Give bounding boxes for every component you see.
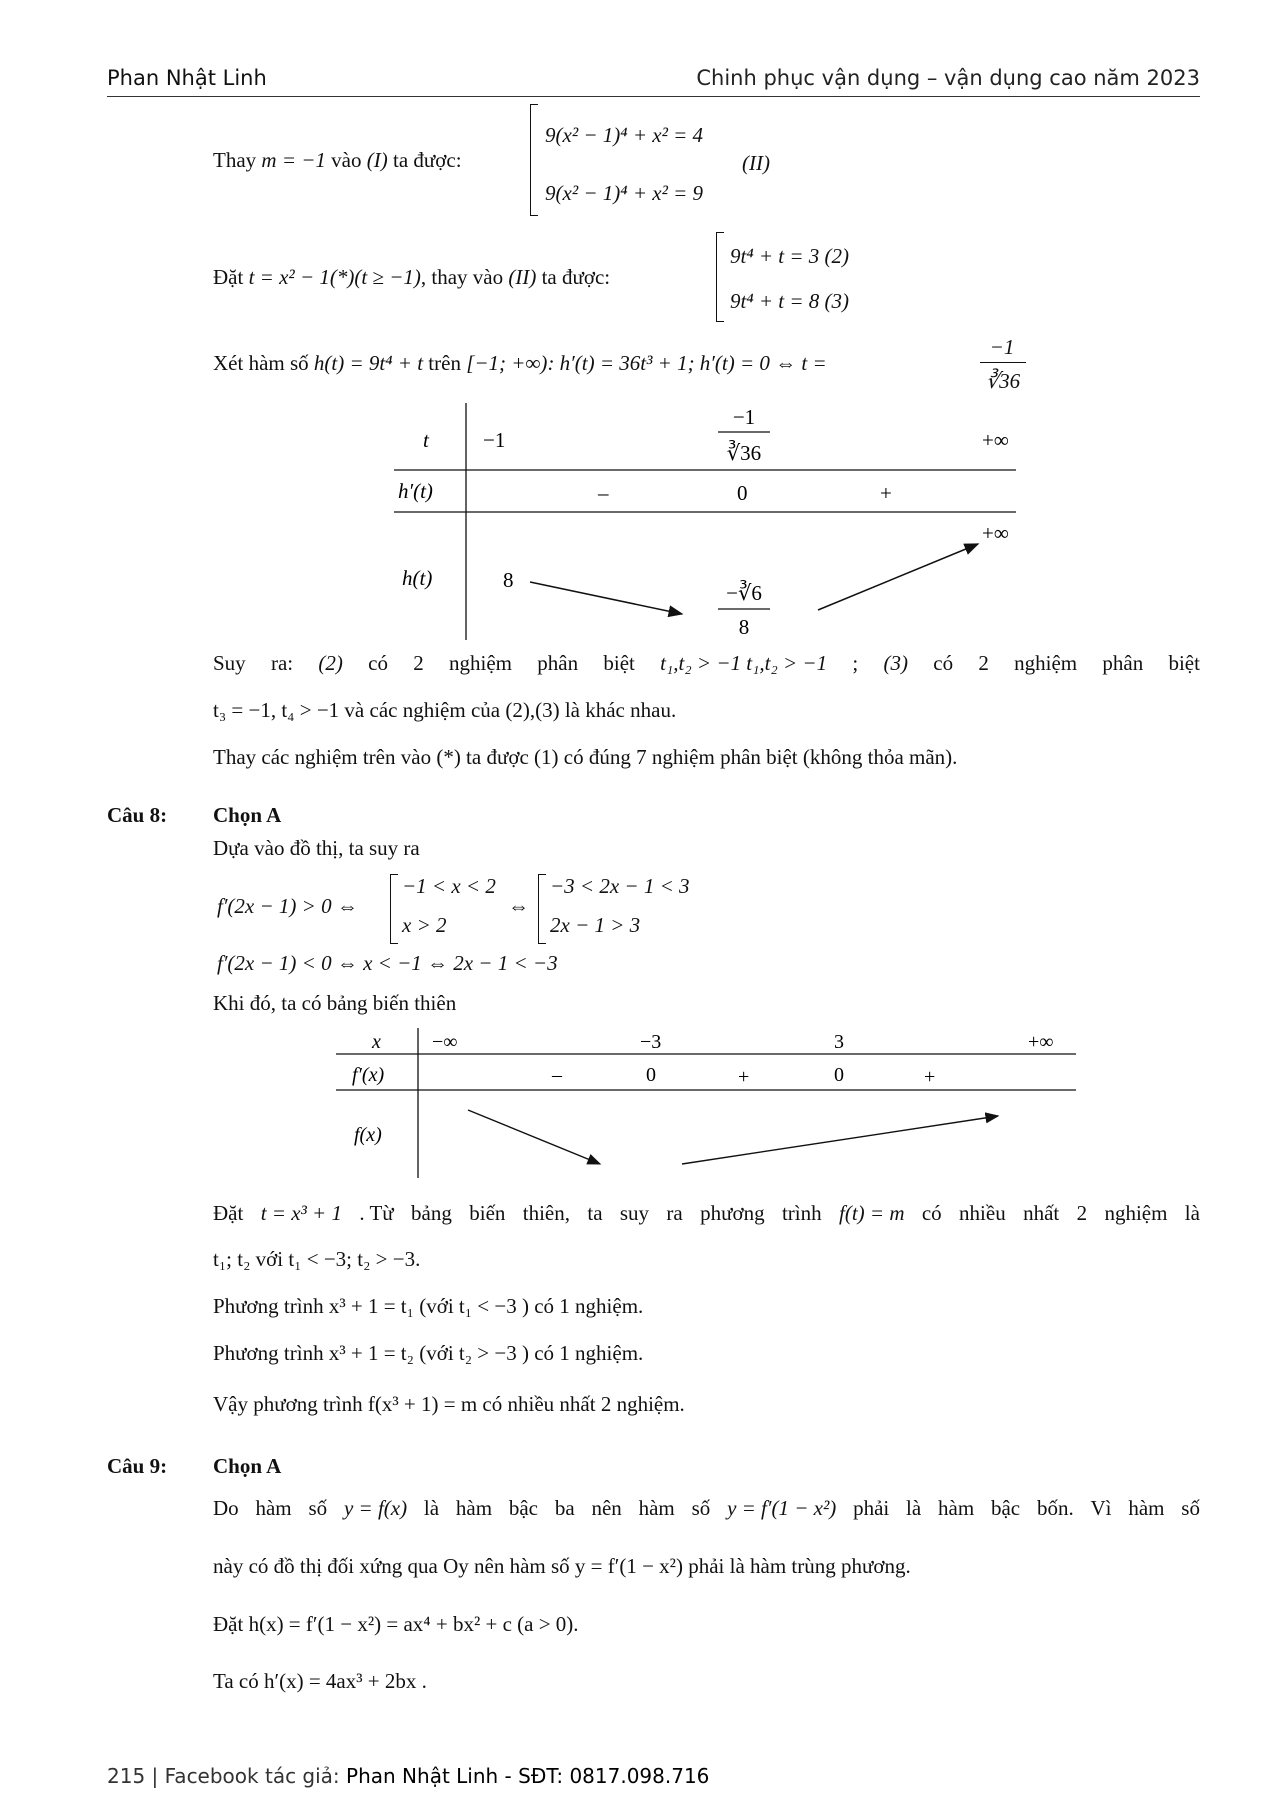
q8-eq1-lhs: f′(2x − 1) > 0 ⇔	[217, 894, 358, 918]
q9-line-3: Đặt h(x) = f′(1 − x²) = ax⁴ + bx² + c (a > 0).	[213, 1612, 579, 1636]
t1-label-hp: h′(t)	[398, 479, 433, 503]
q8-eq1-d1: −3 < 2x − 1 < 3	[550, 874, 690, 898]
t2-s-4: 0	[834, 1064, 844, 1086]
system-ii-eq1: 9(x² − 1)⁴ + x² = 4	[545, 123, 704, 147]
t2-s-3: +	[738, 1066, 750, 1088]
t1-sign-right: +	[880, 481, 892, 505]
q9-line-1: Do hàm số y = f(x) là hàm bậc ba nên hàm số y = f′(1 − x²) phải là hàm bậc bốn. Vì hàm số	[213, 1496, 1200, 1520]
suyra-line-3: Thay các nghiệm trên vào (*) ta được (1) có đúng 7 nghiệm phân biệt (không thỏa mãn).	[213, 745, 958, 769]
t2-arrow-up	[682, 1116, 998, 1164]
t2-s-5: +	[924, 1066, 936, 1088]
t2-label-x: x	[372, 1031, 381, 1053]
t1-label-h: h(t)	[402, 566, 433, 590]
q9-line-2: này có đồ thị đối xứng qua Oy nên hàm số y = f′(1 − x²) phải là hàm trùng phương.	[213, 1554, 911, 1578]
q8-eq2: f′(2x − 1) < 0 ⇔ x < −1 ⇔ 2x − 1 < −3	[217, 951, 558, 975]
q8-eq1-d2: 2x − 1 > 3	[550, 913, 641, 937]
t2-x-3: 3	[834, 1031, 844, 1053]
header-title: Chinh phục vận dụng – vận dụng cao năm 2023	[696, 66, 1200, 90]
q8-line-1: Dựa vào đồ thị, ta suy ra	[213, 836, 420, 860]
t1-t-left: −1	[483, 428, 506, 452]
header-author: Phan Nhật Linh	[107, 66, 267, 90]
q8-line-2: Khi đó, ta có bảng biến thiên	[213, 991, 457, 1015]
q8-eq1-c1: −1 < x < 2	[402, 874, 496, 898]
t1-sign-left: –	[598, 481, 609, 505]
t1-h-right: +∞	[982, 521, 1009, 545]
t2-x-1: −∞	[432, 1031, 458, 1053]
t1-sign-zero: 0	[737, 481, 748, 505]
t1-h-left: 8	[503, 568, 514, 592]
thay-line: Thay m = −1 vào (I) ta được:	[213, 148, 462, 172]
q8-eq1-c2: x > 2	[402, 913, 447, 937]
q9-line-4: Ta có h′(x) = 4ax³ + 2bx .	[213, 1669, 427, 1693]
q9-label: Câu 9:	[107, 1454, 168, 1478]
t2-x-4: +∞	[1028, 1031, 1054, 1053]
t1-t-right: +∞	[982, 428, 1009, 452]
footer-label: Facebook tác giả:	[164, 1764, 347, 1788]
t2-x-2: −3	[640, 1031, 662, 1053]
t1-t-mid-den: ∛36	[726, 441, 762, 465]
suyra-line-2: t₃ = −1, t₄ > −1 và các nghiệm của (2),(3) là khác nhau.	[213, 698, 677, 722]
xet-line: Xét hàm số h(t) = 9t⁴ + t trên [−1; +∞): h′(t) = 36t³ + 1; h′(t) = 0 ⇔ t =	[213, 351, 827, 375]
t1-t-mid-num: −1	[732, 405, 756, 429]
q9-answer: Chọn A	[213, 1454, 282, 1478]
q8-line-6: Vậy phương trình f(x³ + 1) = m có nhiều nhất 2 nghiệm.	[213, 1392, 685, 1416]
t1-h-min-den: 8	[738, 615, 750, 639]
footer	[107, 1764, 709, 1788]
t1-h-min-num: −∛6	[726, 581, 762, 605]
q8-line-4: Phương trình x³ + 1 = t₁ (với t₁ < −3 ) có 1 nghiệm.	[213, 1294, 644, 1318]
footer-contact: Phan Nhật Linh - SĐT: 0817.098.716	[346, 1764, 710, 1788]
system-t-eq2: 9t⁴ + t = 8 (3)	[730, 289, 850, 313]
t1-label-t: t	[423, 428, 429, 452]
footer-separator: |	[145, 1764, 165, 1788]
q8-line-5: Phương trình x³ + 1 = t₂ (với t₂ > −3 ) có 1 nghiệm.	[213, 1341, 644, 1365]
system-ii-label: (II)	[742, 151, 770, 175]
suyra-line-1: Suy ra: (2) có 2 nghiệm phân biệt t₁,t₂ > −1 t₁,t₂ > −1 ; (3) có 2 nghiệm phân biệt	[213, 651, 1200, 675]
q8-label: Câu 8:	[107, 803, 168, 827]
t2-label-f: f(x)	[354, 1124, 382, 1146]
t2-s-2: 0	[646, 1064, 656, 1086]
t2-arrow-down	[468, 1110, 600, 1164]
system-ii-eq2: 9(x² − 1)⁴ + x² = 9	[545, 181, 704, 205]
t2-label-fp: f′(x)	[352, 1064, 385, 1086]
t2-s-1: –	[552, 1064, 562, 1086]
dat-line: Đặt t = x² − 1(*)(t ≥ −1), thay vào (II) ta được:	[213, 265, 611, 289]
q8-eq1-mid: ⇔	[508, 894, 529, 918]
xet-frac-den: ∛36	[985, 369, 1021, 393]
footer-page-number: 215	[107, 1764, 146, 1788]
q8-dat-line: Đặt t = x³ + 1 . Từ bảng biến thiên, ta suy ra phương trình f(t) = m có nhiều nhất 2 nghiệm là	[213, 1201, 1200, 1225]
q8-line-3: t₁; t₂ với t₁ < −3; t₂ > −3.	[213, 1247, 421, 1271]
q8-answer: Chọn A	[213, 803, 282, 827]
system-t-eq1: 9t⁴ + t = 3 (2)	[730, 244, 850, 268]
xet-frac-num: −1	[989, 335, 1015, 359]
